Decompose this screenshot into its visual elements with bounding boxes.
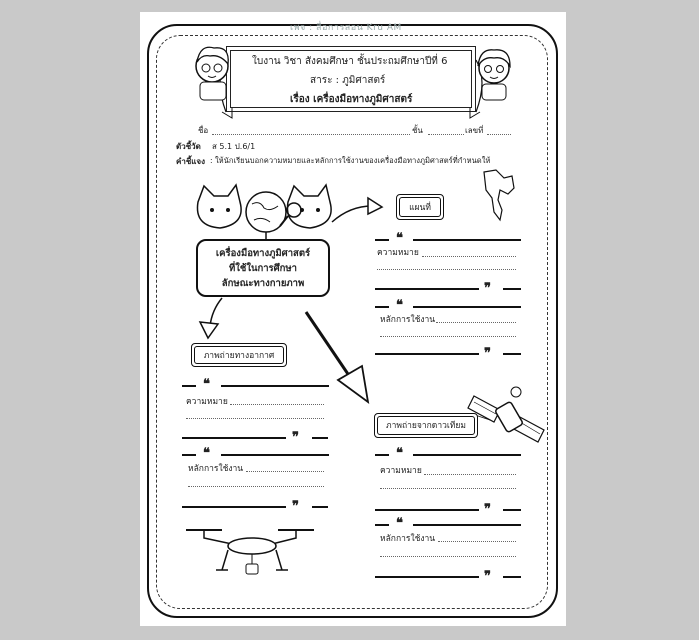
- satellite-title-box: [374, 413, 478, 438]
- sat-meaning-field-2[interactable]: [380, 488, 516, 489]
- aerial-title-box: [191, 343, 287, 367]
- sat-usage-field-1[interactable]: [438, 541, 516, 542]
- aerial-usage-bottom-line: [182, 506, 286, 508]
- aerial-title: ภาพถ่ายทางอากาศ: [203, 351, 275, 361]
- thailand-map-icon: [478, 168, 518, 224]
- map-meaning-top-line-right: [413, 239, 521, 241]
- aerial-meaning-top-line: [182, 385, 196, 387]
- subject-strand: สาระ : ภูมิศาสตร์: [310, 75, 386, 86]
- aerial-usage-top-line-right: [221, 454, 329, 456]
- instruction-text: : ให้นักเรียนบอกความหมายและหลักการใช้งานของเครื่องมือทางภูมิศาสตร์ที่กำหนดให้: [210, 156, 491, 165]
- sat-meaning-top-line: [375, 454, 389, 456]
- close-quote: ❞: [484, 346, 491, 361]
- map-usage-bottom-line: [375, 353, 479, 355]
- open-quote: ❝: [203, 446, 210, 461]
- aerial-usage-label: หลักการใช้งาน: [188, 464, 244, 474]
- credit-text: เพจ : สื่อการสอน Kru AM: [290, 23, 402, 33]
- sat-meaning-bottom-line: [375, 509, 479, 511]
- indicator-value: ส 5.1 ป.6/1: [212, 142, 256, 151]
- class-label: ชั้น: [412, 126, 423, 135]
- open-quote: ❝: [396, 516, 403, 531]
- map-usage-field-2[interactable]: [380, 336, 516, 337]
- sat-meaning-bottom-line-right: [503, 509, 521, 511]
- drone-icon: [182, 524, 322, 584]
- map-meaning-field-1[interactable]: [422, 256, 516, 257]
- sat-meaning-top-line-right: [413, 454, 521, 456]
- aerial-meaning-field-2[interactable]: [186, 418, 324, 419]
- map-usage-bottom-line-right: [503, 353, 521, 355]
- number-label: เลขที่: [465, 126, 484, 135]
- center-line-3: ลักษณะทางกายภาพ: [221, 278, 305, 289]
- open-quote: ❝: [203, 377, 210, 392]
- name-label: ชื่อ: [198, 126, 209, 135]
- sat-usage-bottom-line: [375, 576, 479, 578]
- aerial-usage-top-line: [182, 454, 196, 456]
- aerial-usage-field-2[interactable]: [188, 486, 324, 487]
- aerial-meaning-bottom-line-right: [312, 437, 328, 439]
- sat-meaning-label: ความหมาย: [380, 466, 422, 476]
- open-quote: ❝: [396, 231, 403, 246]
- map-meaning-bottom-line: [375, 288, 479, 290]
- map-meaning-bottom-line-right: [503, 288, 521, 290]
- aerial-meaning-label: ความหมาย: [186, 397, 228, 407]
- satellite-icon: [470, 386, 550, 446]
- sat-usage-top-line-right: [413, 524, 521, 526]
- sat-usage-label: หลักการใช้งาน: [380, 534, 436, 544]
- close-quote: ❞: [484, 281, 491, 296]
- aerial-meaning-top-line-right: [221, 385, 329, 387]
- indicator-label: ตัวชี้วัด: [176, 142, 201, 151]
- aerial-meaning-bottom-line: [182, 437, 286, 439]
- map-usage-label: หลักการใช้งาน: [380, 315, 436, 325]
- sat-usage-bottom-line-right: [503, 576, 521, 578]
- center-line-2: ที่ใช้ในการศึกษา: [228, 263, 298, 274]
- map-usage-field-1[interactable]: [436, 322, 516, 323]
- aerial-usage-bottom-line-right: [312, 506, 328, 508]
- map-usage-top-line: [375, 306, 389, 308]
- worksheet-title: ใบงาน วิชา สังคมศึกษา ชั้นประถมศึกษาปีที่ 6: [252, 56, 448, 67]
- map-usage-top-line-right: [413, 306, 521, 308]
- map-meaning-label: ความหมาย: [377, 248, 419, 258]
- map-meaning-top-line: [375, 239, 389, 241]
- close-quote: ❞: [292, 499, 299, 514]
- map-title-box: [396, 194, 444, 220]
- instruction-label: คำชี้แจง: [176, 157, 206, 166]
- aerial-usage-field-1[interactable]: [246, 471, 324, 472]
- map-meaning-field-2[interactable]: [377, 269, 516, 270]
- sat-usage-top-line: [375, 524, 389, 526]
- close-quote: ❞: [484, 502, 491, 517]
- satellite-title: ภาพถ่ายจากดาวเทียม: [386, 421, 466, 431]
- worksheet-topic: เรื่อง เครื่องมือทางภูมิศาสตร์: [290, 94, 413, 105]
- aerial-meaning-field-1[interactable]: [230, 404, 324, 405]
- sat-usage-field-2[interactable]: [380, 556, 516, 557]
- map-title: แผนที่: [409, 203, 431, 213]
- close-quote: ❞: [484, 569, 491, 584]
- open-quote: ❝: [396, 298, 403, 313]
- open-quote: ❝: [396, 446, 403, 461]
- sat-meaning-field-1[interactable]: [424, 474, 516, 475]
- center-line-1: เครื่องมือทางภูมิศาสตร์: [215, 248, 311, 259]
- close-quote: ❞: [292, 430, 299, 445]
